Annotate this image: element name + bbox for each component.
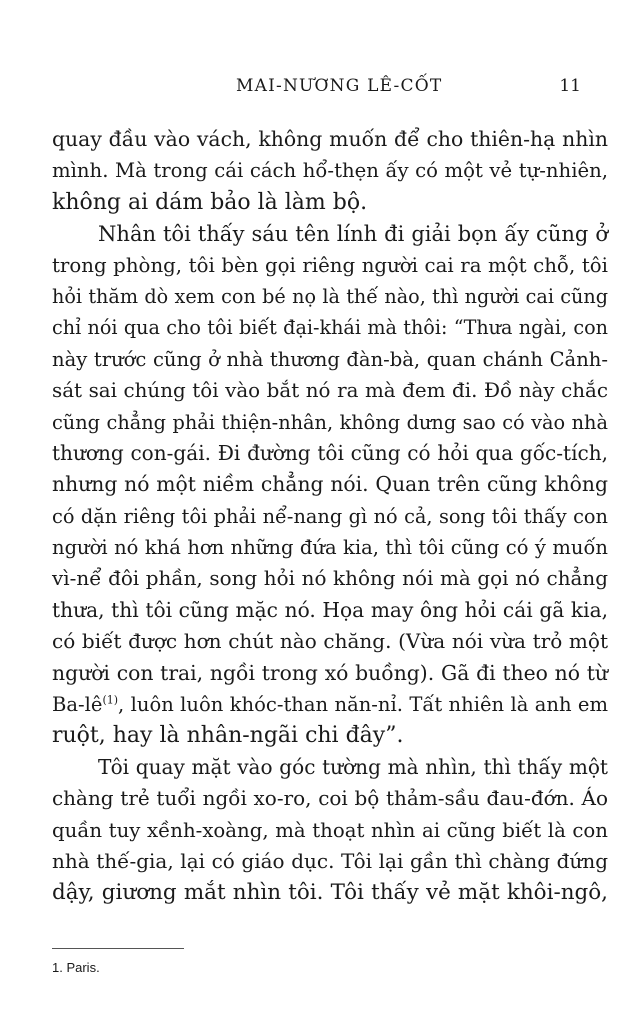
- text-line: trong phòng, tôi bèn gọi riêng người cai ra một chỗ, tôi: [52, 253, 608, 277]
- page-header: [0, 76, 643, 100]
- text-line: không ai dám bảo là làm bộ.: [52, 189, 368, 215]
- footnote-reference[interactable]: (1): [102, 693, 119, 707]
- text-line: người nó khá hơn những đứa kia, thì tôi cũng có ý muốn: [52, 536, 608, 560]
- text-line: Tôi quay mặt vào góc tường mà nhìn, thì thấy một: [98, 754, 608, 779]
- text-line: sát sai chúng tôi vào bắt nó ra mà đem đi. Đồ này chắc: [52, 379, 608, 403]
- text-line: người con trai, ngồi trong xó buồng). Gã đi theo nó từ: [52, 660, 608, 685]
- text-line: Nhân tôi thấy sáu tên lính đi giải bọn ấy cũng ở: [98, 221, 608, 247]
- text-line: nhưng nó một niềm chẳng nói. Quan trên cũng không: [52, 472, 608, 497]
- text-line: quay đầu vào vách, không muốn để cho thiên-hạ nhìn: [52, 127, 608, 151]
- text-segment: , luôn luôn khóc-than năn-nỉ. Tất nhiên là anh em: [118, 693, 608, 717]
- text-line: mình. Mà trong cái cách hổ-thẹn ấy có một vẻ tự-nhiên,: [52, 159, 608, 183]
- text-line: chàng trẻ tuổi ngồi xo-ro, coi bộ thảm-sầu đau-đớn. Áo: [52, 786, 608, 811]
- text-line: thưa, thì tôi cũng mặc nó. Họa may ông hỏi cái gã kia,: [52, 597, 608, 622]
- text-line: này trước cũng ở nhà thương đàn-bà, quan chánh Cảnh-: [52, 347, 608, 371]
- page-number: 11: [559, 76, 581, 96]
- text-line: cũng chẳng phải thiện-nhân, không dưng sao có vào nhà: [52, 410, 608, 434]
- text-line: quần tuy xềnh-xoàng, mà thoạt nhìn ai cũng biết là con: [52, 818, 608, 842]
- footnote-divider: [52, 948, 184, 949]
- running-title: MAI-NƯƠNG LÊ-CỐT: [236, 76, 443, 96]
- text-line: nhà thế-gia, lại có giáo dục. Tôi lại gần thì chàng đứng: [52, 848, 608, 873]
- text-line: chỉ nói qua cho tôi biết đại-khái mà thôi: “Thưa ngài, con: [52, 316, 608, 340]
- text-line: ruột, hay là nhân-ngãi chi đây”.: [52, 723, 404, 749]
- body-text: [52, 124, 608, 909]
- text-line: thương con-gái. Đi đường tôi cũng có hỏi qua gốc-tích,: [52, 440, 608, 465]
- text-line: dậy, giương mắt nhìn tôi. Tôi thấy vẻ mặt khôi-ngô,: [52, 880, 608, 906]
- footnote: 1. Paris.: [52, 960, 100, 975]
- text-line: vì-nể đôi phần, song hỏi nó không nói mà gọi nó chẳng: [52, 567, 608, 591]
- text-segment: Ba-lê: [52, 693, 103, 717]
- text-line: có biết được hơn chút nào chăng. (Vừa nói vừa trỏ một: [52, 629, 608, 654]
- text-line: có dặn riêng tôi phải nể-nang gì nó cả, song tôi thấy con: [52, 504, 608, 528]
- text-line: hỏi thăm dò xem con bé nọ là thế nào, thì người cai cũng: [52, 284, 608, 308]
- text-line-with-footnote-ref: [52, 689, 608, 720]
